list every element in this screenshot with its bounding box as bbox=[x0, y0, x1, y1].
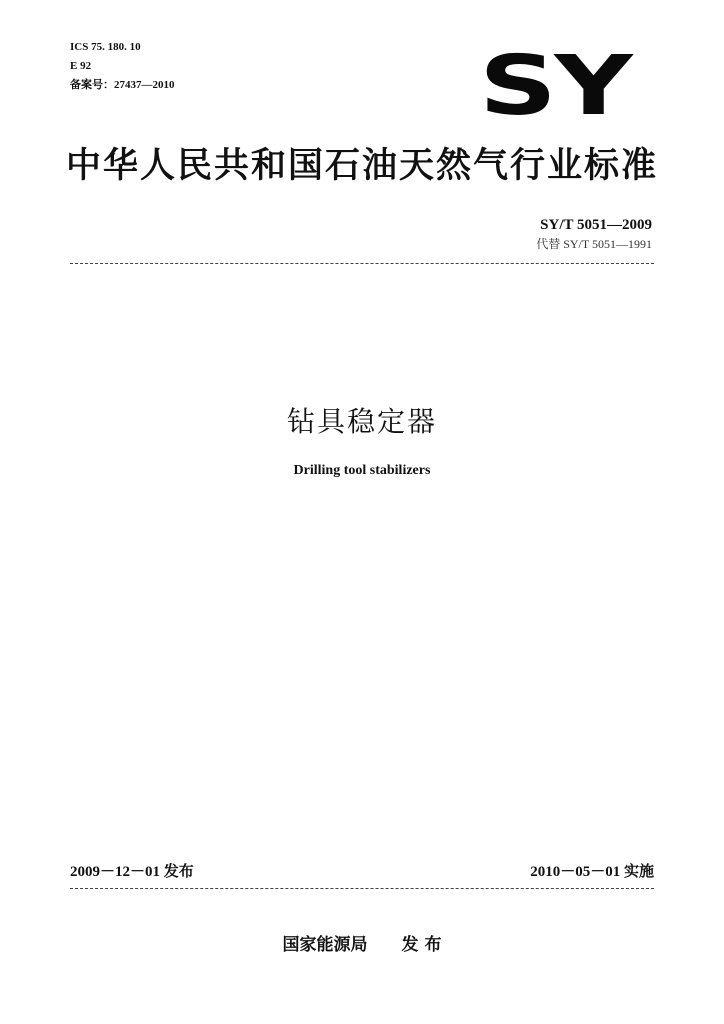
sy-logo: SY bbox=[479, 39, 631, 134]
header-divider bbox=[70, 263, 654, 264]
implementation-date: 2010－05－01 实施 bbox=[530, 864, 654, 880]
filing-number: 备案号：27437—2010 bbox=[70, 79, 175, 91]
title-english: Drilling tool stabilizers bbox=[293, 463, 431, 478]
issue-date: 2009－12－01 发布 bbox=[70, 864, 194, 880]
document-metadata bbox=[70, 38, 175, 95]
title-chinese: 钻具稳定器 bbox=[286, 405, 437, 438]
publisher-action: 发 布 bbox=[401, 935, 442, 955]
ics-code: ICS 75. 180. 10 bbox=[70, 41, 141, 53]
publisher bbox=[0, 930, 724, 955]
publisher-name: 国家能源局 bbox=[282, 935, 368, 955]
classification-code: E 92 bbox=[70, 60, 92, 72]
standard-number-block bbox=[536, 215, 652, 253]
footer-divider bbox=[70, 888, 654, 889]
standard-number: SY/T 5051—2009 bbox=[540, 217, 652, 233]
replaces-standard: 代替 SY/T 5051—1991 bbox=[536, 237, 652, 251]
standard-category: 中华人民共和国石油天然气行业标准 bbox=[65, 146, 658, 186]
